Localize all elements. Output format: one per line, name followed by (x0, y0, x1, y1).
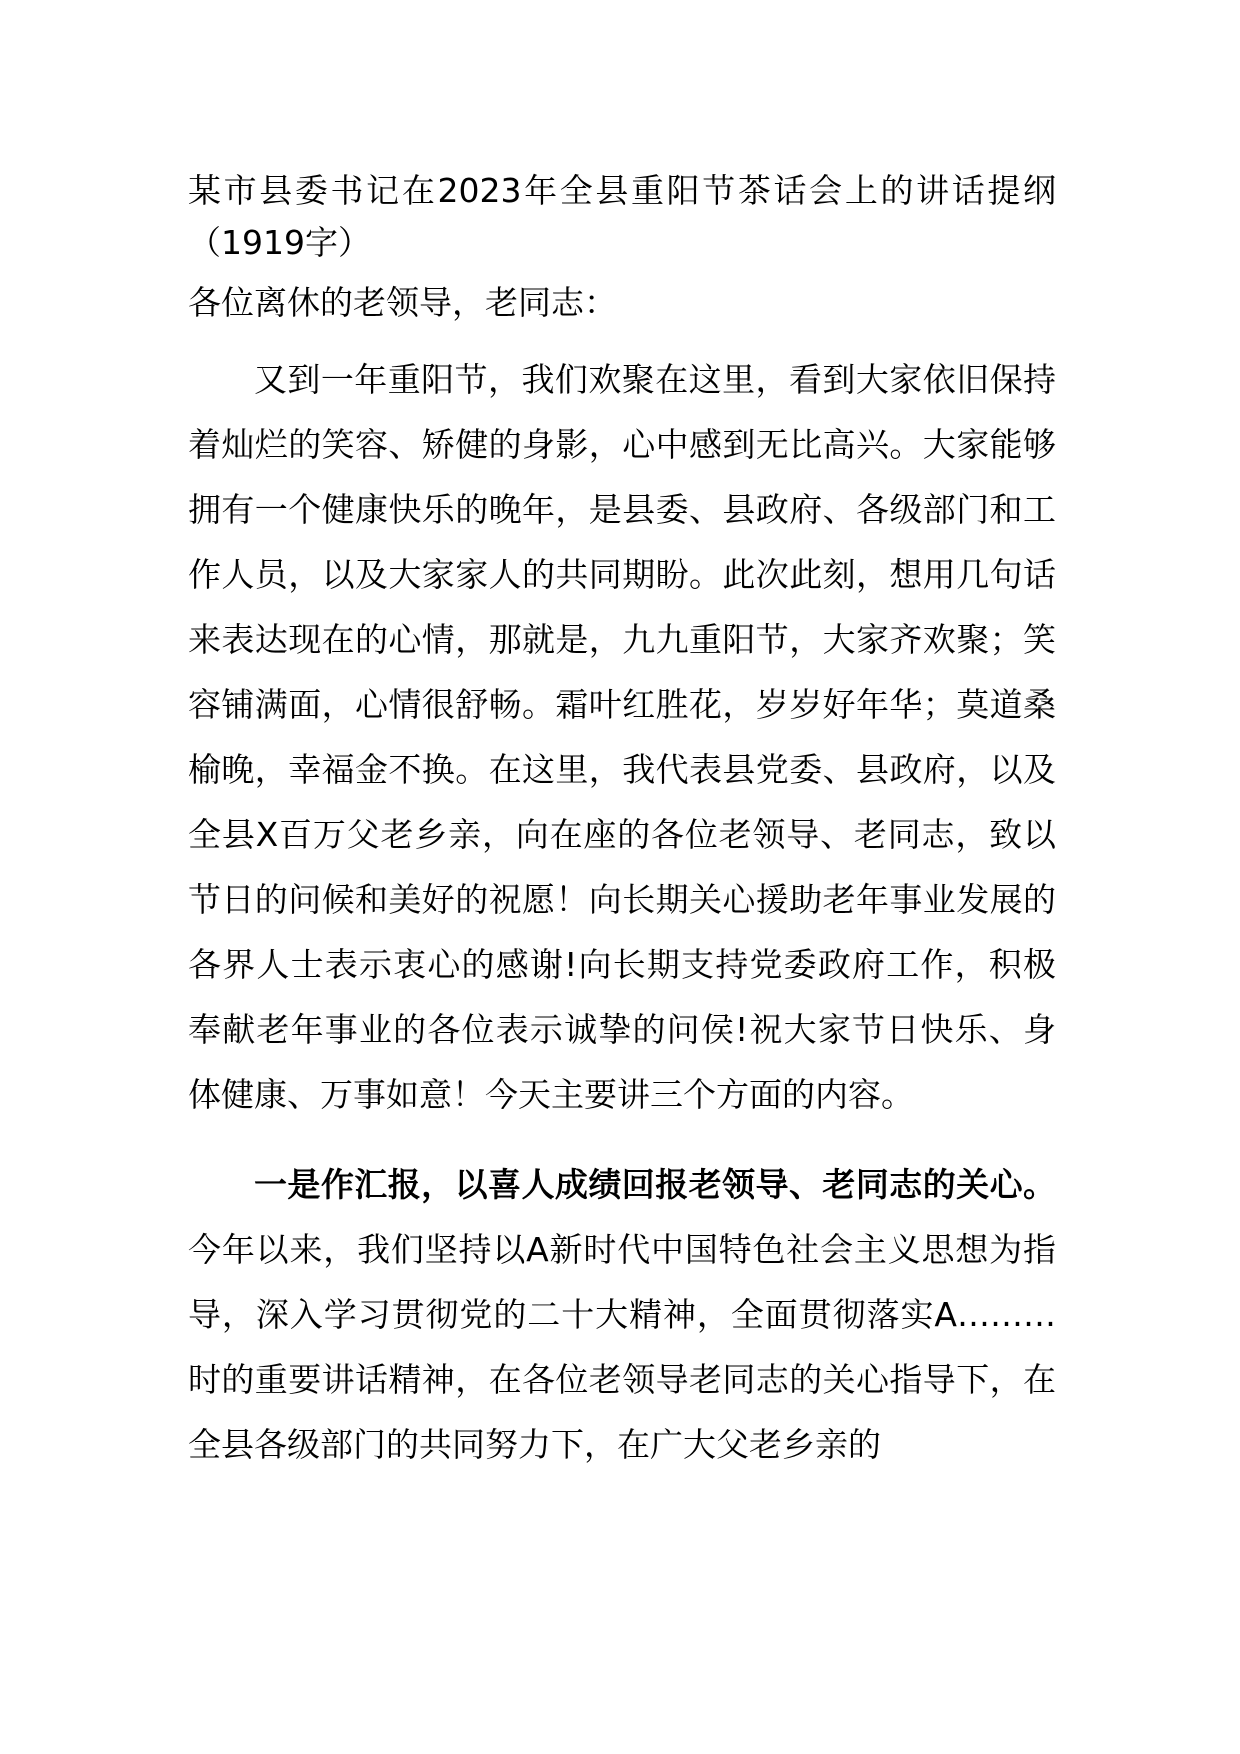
paragraph-section-one (188, 1152, 1056, 1477)
paragraph-opening (188, 347, 1056, 1127)
section-heading: 一是作汇报，以喜人成绩回报老领导、老同志的关心。 (254, 1165, 1056, 1204)
paragraph-text: 今年以来，我们坚持以A新时代中国特色社会主义思想为指导，深入学习贯彻党的二十大精神，全面贯彻落实A………时的重要讲话精神，在各位老领导老同志的关心指导下，在全县各级部门的共同努力下，在广大父老乡亲的 (188, 1230, 1056, 1464)
paragraph-text: 又到一年重阳节，我们欢聚在这里，看到大家依旧保持着灿烂的笑容、矫健的身影，心中感到无比高兴。大家能够拥有一个健康快乐的晚年，是县委、县政府、各级部门和工作人员，以及大家家人的共同期盼。此次此刻，想用几句话来表达现在的心情，那就是，九九重阳节，大家齐欢聚；笑容铺满面，心情很舒畅。霜叶红胜花，岁岁好年华；莫道桑榆晚，幸福金不换。在这里，我代表县党委、县政府，以及全县X百万父老乡亲，向在座的各位老领导、老同志，致以节日的问候和美好的祝愿！向长期关心援助老年事业发展的各界人士表示衷心的感谢!向长期支持党委政府工作，积极奉献老年事业的各位表示诚挚的问侯!祝大家节日快乐、身体健康、万事如意！今天主要讲三个方面的内容。 (188, 360, 1056, 1114)
document-body (188, 165, 1056, 1502)
document-title: 某市县委书记在2023年全县重阳节茶话会上的讲话提纲（1919字） (188, 171, 1056, 262)
greeting-line: 各位离休的老领导，老同志： (188, 283, 617, 322)
